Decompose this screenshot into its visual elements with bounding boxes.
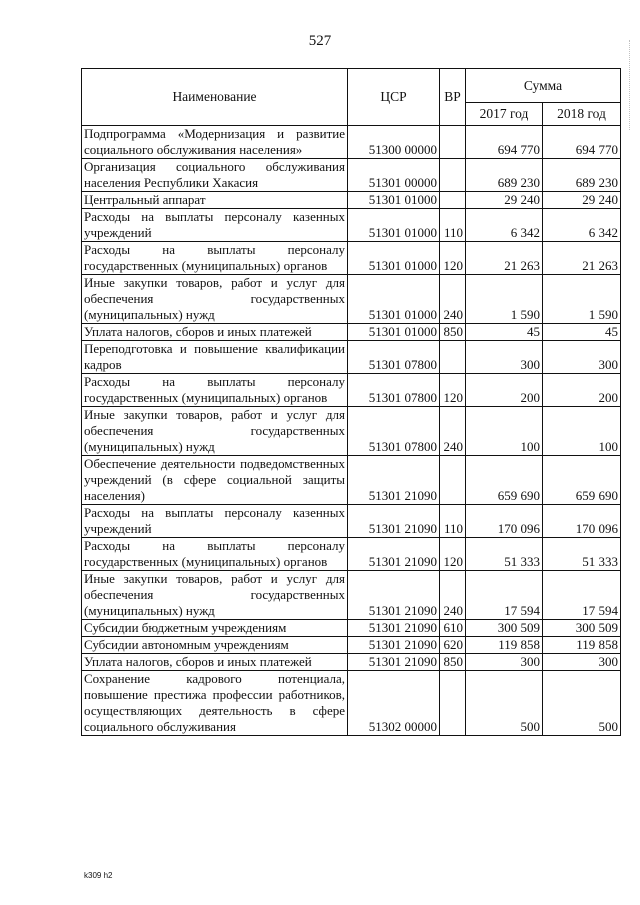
row-2017-cell: 119 858	[466, 637, 543, 654]
row-vr-cell: 120	[440, 374, 466, 407]
row-name-cell: Сохранение кадрового потенциала, повышение престижа профессии работников, осуществляющих деятельность в сфере социального обслуживания	[82, 671, 348, 736]
row-2018-cell: 119 858	[543, 637, 621, 654]
footer-code: k309 h2	[84, 871, 113, 880]
table-row	[82, 637, 621, 654]
table-body	[82, 126, 621, 736]
row-vr-cell	[440, 126, 466, 159]
table-header	[82, 69, 621, 126]
row-csr-cell: 51300 00000	[348, 126, 440, 159]
row-csr-cell: 51301 21090	[348, 654, 440, 671]
table-row	[82, 671, 621, 736]
row-csr-cell: 51301 21090	[348, 571, 440, 620]
row-2018-cell: 659 690	[543, 456, 621, 505]
row-2017-cell: 1 590	[466, 275, 543, 324]
table-row	[82, 538, 621, 571]
header-name: Наименование	[82, 69, 348, 126]
row-2017-cell: 6 342	[466, 209, 543, 242]
row-csr-cell: 51302 00000	[348, 671, 440, 736]
row-2017-cell: 100	[466, 407, 543, 456]
row-csr-cell: 51301 07800	[348, 341, 440, 374]
table-row	[82, 192, 621, 209]
row-name-cell: Организация социального обслуживания населения Республики Хакасия	[82, 159, 348, 192]
row-csr-cell: 51301 07800	[348, 374, 440, 407]
row-name-cell: Расходы на выплаты персоналу казенных учреждений	[82, 209, 348, 242]
row-2018-cell: 300 509	[543, 620, 621, 637]
row-vr-cell: 620	[440, 637, 466, 654]
row-csr-cell: 51301 01000	[348, 324, 440, 341]
row-name-cell: Расходы на выплаты персоналу государственных (муниципальных) органов	[82, 374, 348, 407]
row-name-cell: Расходы на выплаты персоналу государственных (муниципальных) органов	[82, 538, 348, 571]
row-name-cell: Центральный аппарат	[82, 192, 348, 209]
table-row	[82, 341, 621, 374]
row-csr-cell: 51301 01000	[348, 242, 440, 275]
table-row	[82, 620, 621, 637]
row-csr-cell: 51301 00000	[348, 159, 440, 192]
table-row	[82, 324, 621, 341]
row-2017-cell: 200	[466, 374, 543, 407]
row-vr-cell	[440, 456, 466, 505]
table-row	[82, 374, 621, 407]
row-name-cell: Расходы на выплаты персоналу государственных (муниципальных) органов	[82, 242, 348, 275]
table-row	[82, 159, 621, 192]
table-row	[82, 275, 621, 324]
row-2018-cell: 694 770	[543, 126, 621, 159]
row-2018-cell: 170 096	[543, 505, 621, 538]
row-2017-cell: 659 690	[466, 456, 543, 505]
table-row	[82, 242, 621, 275]
row-vr-cell: 610	[440, 620, 466, 637]
row-2018-cell: 17 594	[543, 571, 621, 620]
row-2018-cell: 6 342	[543, 209, 621, 242]
row-2017-cell: 45	[466, 324, 543, 341]
row-vr-cell: 110	[440, 209, 466, 242]
row-name-cell: Уплата налогов, сборов и иных платежей	[82, 654, 348, 671]
row-csr-cell: 51301 01000	[348, 192, 440, 209]
row-2018-cell: 100	[543, 407, 621, 456]
row-2018-cell: 300	[543, 654, 621, 671]
row-2017-cell: 51 333	[466, 538, 543, 571]
row-2017-cell: 17 594	[466, 571, 543, 620]
row-2017-cell: 170 096	[466, 505, 543, 538]
budget-table	[81, 68, 621, 736]
row-2018-cell: 300	[543, 341, 621, 374]
row-2018-cell: 21 263	[543, 242, 621, 275]
row-2018-cell: 29 240	[543, 192, 621, 209]
row-2017-cell: 300	[466, 341, 543, 374]
row-2017-cell: 689 230	[466, 159, 543, 192]
row-vr-cell: 240	[440, 407, 466, 456]
table-row	[82, 407, 621, 456]
row-name-cell: Иные закупки товаров, работ и услуг для обеспечения государственных (муниципальных) нужд	[82, 407, 348, 456]
row-csr-cell: 51301 21090	[348, 637, 440, 654]
row-csr-cell: 51301 21090	[348, 538, 440, 571]
row-csr-cell: 51301 01000	[348, 275, 440, 324]
header-sum: Сумма	[466, 69, 621, 103]
row-name-cell: Иные закупки товаров, работ и услуг для обеспечения государственных (муниципальных) нужд	[82, 275, 348, 324]
row-name-cell: Расходы на выплаты персоналу казенных учреждений	[82, 505, 348, 538]
row-name-cell: Переподготовка и повышение квалификации кадров	[82, 341, 348, 374]
row-2018-cell: 200	[543, 374, 621, 407]
table-row	[82, 654, 621, 671]
row-vr-cell: 240	[440, 571, 466, 620]
row-2018-cell: 689 230	[543, 159, 621, 192]
row-vr-cell: 120	[440, 242, 466, 275]
row-name-cell: Обеспечение деятельности подведомственных учреждений (в сфере социальной защиты населения)	[82, 456, 348, 505]
row-2017-cell: 694 770	[466, 126, 543, 159]
table-row	[82, 456, 621, 505]
scan-edge-mark	[629, 40, 636, 130]
row-2018-cell: 500	[543, 671, 621, 736]
page-number: 527	[308, 33, 332, 49]
row-2017-cell: 21 263	[466, 242, 543, 275]
row-vr-cell: 240	[440, 275, 466, 324]
row-name-cell: Субсидии бюджетным учреждениям	[82, 620, 348, 637]
row-2018-cell: 51 333	[543, 538, 621, 571]
row-vr-cell: 850	[440, 324, 466, 341]
row-csr-cell: 51301 21090	[348, 505, 440, 538]
header-csr: ЦСР	[348, 69, 440, 126]
row-2017-cell: 300	[466, 654, 543, 671]
row-name-cell: Уплата налогов, сборов и иных платежей	[82, 324, 348, 341]
row-vr-cell	[440, 159, 466, 192]
row-csr-cell: 51301 21090	[348, 456, 440, 505]
row-2018-cell: 45	[543, 324, 621, 341]
row-2018-cell: 1 590	[543, 275, 621, 324]
row-vr-cell: 110	[440, 505, 466, 538]
table-row	[82, 505, 621, 538]
row-2017-cell: 500	[466, 671, 543, 736]
header-vr: ВР	[440, 69, 466, 126]
row-vr-cell	[440, 671, 466, 736]
row-vr-cell	[440, 341, 466, 374]
row-csr-cell: 51301 01000	[348, 209, 440, 242]
row-2017-cell: 29 240	[466, 192, 543, 209]
header-year-2018: 2018 год	[543, 103, 621, 126]
table-row	[82, 209, 621, 242]
table-row	[82, 571, 621, 620]
table-row	[82, 126, 621, 159]
header-year-2017: 2017 год	[466, 103, 543, 126]
row-vr-cell	[440, 192, 466, 209]
row-csr-cell: 51301 07800	[348, 407, 440, 456]
row-csr-cell: 51301 21090	[348, 620, 440, 637]
row-2017-cell: 300 509	[466, 620, 543, 637]
row-name-cell: Подпрограмма «Модернизация и развитие социального обслуживания населения»	[82, 126, 348, 159]
row-vr-cell: 120	[440, 538, 466, 571]
row-name-cell: Субсидии автономным учреждениям	[82, 637, 348, 654]
row-vr-cell: 850	[440, 654, 466, 671]
row-name-cell: Иные закупки товаров, работ и услуг для обеспечения государственных (муниципальных) нужд	[82, 571, 348, 620]
